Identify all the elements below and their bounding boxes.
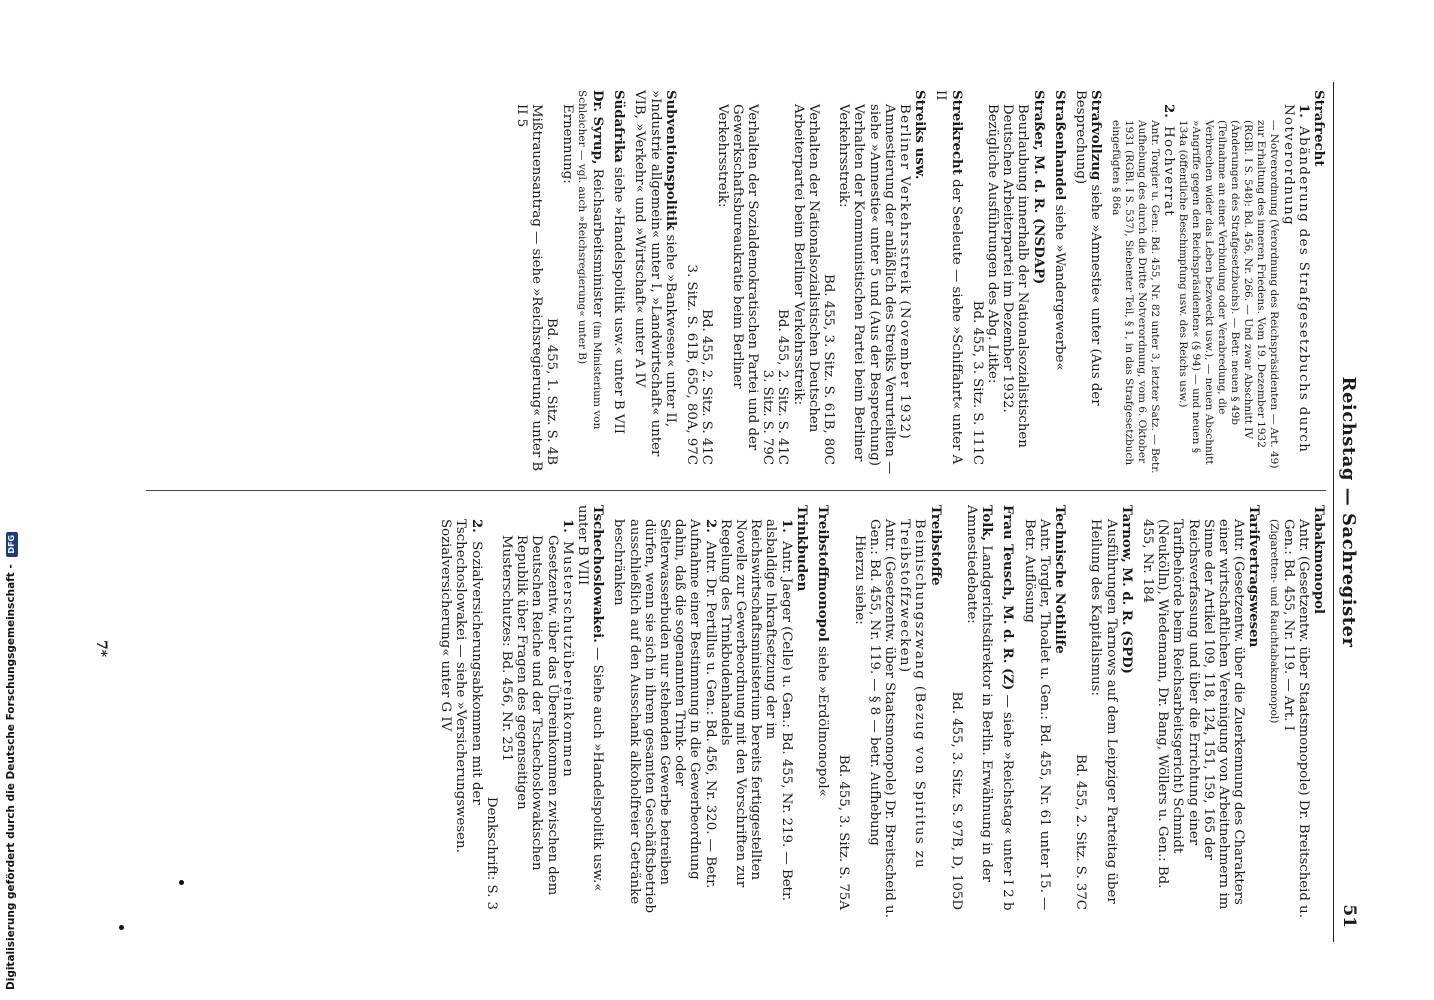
entry-text: Verhalten der Kommunistischen Partei beim Berliner Verkehrsstreik: — [836, 104, 867, 462]
entry-head: Frau Teusch, M. d. R. (Z) — [1000, 505, 1016, 691]
dfg-logo: DFG — [6, 532, 18, 557]
column-divider — [146, 490, 1326, 491]
entry-text: Beurlaubung innerhalb der Nationalsozialistischen Deutschen Arbeiterpartei im Dezember 1932. Bezügliche Ausführungen des Abg. Litke: — [984, 104, 1031, 448]
entry-head: Südafrika — [611, 90, 627, 163]
item-number: 1. — [778, 519, 794, 533]
entry-head: Trinkbuden — [793, 505, 809, 592]
print-dot — [179, 880, 184, 885]
entry-tarnow — [1073, 505, 1134, 920]
entry-streiks — [684, 90, 927, 475]
entry-text: siehe »Wandergewerbe« — [1051, 204, 1067, 371]
right-column — [432, 505, 1326, 920]
entry-text: Antr. (Gesetzentw. über Staatsmonopole) Dr. Breitscheid u. Gen.: Bd. 455, Nr. 119. — § 8 — betr. Aufhebung — [866, 519, 897, 918]
entry-head: Tarifvertragswesen — [1246, 505, 1262, 648]
item-text: Antr. Dr. Pertillus u. Gen.: Bd. 456, Nr. 320. — Betr. Aufnahme einer Bestimmung in die Gewerbeordnung dahin, daß die sogenannten Trink- oder Selterwasserbuden nur stehenden Gewerbe betreiben dürfen, wenn sie sich in ihrem gesamten Geschäftsbetrieb ausschließlich auf den Ausschank alkoholfreier Getränke beschränken — [611, 519, 718, 914]
item-title: Hochverrat — [1161, 126, 1177, 218]
entry-subtitle: Berliner Verkehrsstreik (November 1932) — [896, 104, 912, 441]
entry-text: der Seeleute — siehe »Schiffahrt« unter A II — [933, 90, 964, 465]
entry-text: siehe »Amnestie« unter (Aus der Besprechung) — [1072, 90, 1104, 406]
entry-strasser — [970, 90, 1046, 475]
entry-ref: Bd. 455, 2. Sitz. S. 41C — [699, 309, 715, 465]
entry-streikrecht — [933, 90, 963, 475]
entry-head: Strafvollzug — [1088, 90, 1104, 181]
entry-text: siehe »Handelspolitik usw.« unter B VII — [611, 167, 627, 435]
entry-note: (im Ministerium von Schleicher — vgl. auch »Reichsregierung« unter B) — [575, 90, 604, 430]
page-number: 51 — [1339, 904, 1359, 928]
entry-ref: Bd. 455, 2. Sitz. S. 41C — [775, 309, 791, 465]
entry-text: Antr. (Gesetzentw. über Staatsmonopole) Dr. Breitscheid u. Gen.: Bd. 455, Nr. 119. — Art. I — [1280, 519, 1311, 918]
item-title: Abänderung des Strafgesetzbuchs durch Notverordnung — [1280, 104, 1311, 454]
credit-text: Digitalisierung gefördert durch die Deutsche Forschungsgemeinschaft - — [5, 564, 17, 990]
header-title: Reichstag — Sachregister — [1338, 376, 1359, 648]
entry-ref: 3. Sitz. S. 61B, 65C, 80A, 97C — [684, 264, 700, 465]
footer-page-mark: 7* — [93, 640, 109, 658]
entry-ref: Bd. 455, 2. Sitz. S. 37C — [1073, 754, 1089, 910]
entry-tolk — [949, 505, 995, 920]
entry-head: Treibstoffe — [927, 505, 943, 586]
entry-syrup — [514, 90, 605, 475]
item-number: 2. — [468, 519, 484, 533]
entry-head: Technische Nothilfe — [1051, 505, 1067, 654]
item-text: Gesetzentw. über das Übereinkommen zwischen dem Deutschen Reiche und der Tschechoslowakischen Republik über Fragen des gegenseitigen Musterschutzes: Bd. 456, Nr. 251 — [499, 535, 560, 896]
item-text: Antr. Jaeger (Celle) u. Gen.: Bd. 455, Nr. 219. — Betr. alsbaldige Inkraftsetzung der im Reichswirtschaftsministerium bereits fertiggestellten Novelle zur Gewerbeordnung mit den Vorschriften zur Regelung des Trinkbudenhandels — [717, 519, 794, 902]
digitization-credit — [0, 0, 22, 1000]
entry-head: Tolk, — [979, 505, 995, 542]
item-number: 2. — [1161, 104, 1177, 118]
item-text: Sozialversicherungsabkommen mit der Tschechoslowakei — siehe »Versicherungswesen. Sozialversicherung« unter G IV — [438, 519, 484, 853]
item-number: 1. — [559, 519, 575, 533]
entry-tabakmonopol — [1267, 505, 1326, 920]
entry-subtitle: Beimischungszwang (Bezug von Spiritus zu Treibstoffzwecken) — [897, 519, 928, 870]
entry-text: Ausführungen Tarnows auf dem Leipziger Parteitag über Heilung des Kapitalismus: — [1088, 519, 1119, 904]
item-number: 1. — [1295, 104, 1311, 118]
entry-text: Antr. (Gesetzentw. über die Zuerkennung des Charakters einer wirtschaftlichen Vereinigung von Arbeitnehmern im Sinne der Artikel 109, 118, 124, 151, 159, 165 der Reichsverfassung und über die Errichtung einer Tarifbehörde beim Reichsarbeitsgericht) Schmidt (Neukölln), Wiedemann, Dr. Bang, Wöllers u. Gen.: Bd. 455, Nr. 184 — [1139, 519, 1247, 910]
entry-note: (Zigaretten- und Rauchtabakmonopol) — [1268, 519, 1281, 724]
entry-text: Verhalten der Sozialdemokratischen Partei und der Gewerkschaftsbureaukratie beim Berliner Verkehrsstreik: — [714, 104, 760, 451]
entry-text: Antr. Torgler, Thoalet u. Gen.: Bd. 455, Nr. 61 unter 15. — Betr. Auflösung — [1021, 519, 1052, 911]
entry-text: Hierzu siehe: — [851, 535, 867, 625]
entry-suedafrika — [611, 90, 626, 475]
left-column — [508, 90, 1326, 475]
entry-ref: Denkschrift: S. 3 — [483, 796, 499, 910]
entry-head: Streikrecht — [948, 90, 964, 175]
entry-ref: Bd. 455, 3. Sitz. S. 97B, D, 105D — [948, 691, 964, 910]
entry-tarifvertragswesen — [1140, 505, 1262, 920]
entry-technische-nothilfe — [1021, 505, 1067, 920]
entry-head: Straßer, M. d. R. (NSDAP) — [1030, 90, 1046, 285]
item-text: — Notverordnung (Verordnung des Reichspräsidenten — Art. 49) zur Erhaltung des inneren Friedens. Vom 19. Dezember 1932 (RGBl. I S. 548): Bd. 456, Nr. 266. — Und zwar Abschnitt IV (Änderungen des Strafgesetzbuchs). — Betr. neuen § 49b (Teilnahme an einer Verbindung oder Verabredung, die Verbrechen wider das Leben bezweckt usw.), — neuen Abschnitt »Angriffe gegen den Reichspräsidenten« (§ 94) — und neuen § 134a (öffentliche Beschimpfung usw. des Reichs usw.) — [1177, 120, 1281, 469]
entry-ref: Bd. 455, 3. Sitz. S. 75A — [836, 754, 852, 910]
entry-text: Mißtrauensantrag — siehe »Reichsregierung« unter B II 5 — [514, 104, 545, 472]
header-rule — [1333, 82, 1334, 942]
entry-ref: Bd. 455, 3. Sitz. S. 61B, 80C — [820, 274, 836, 465]
entry-text: siehe »Bankwesen« unter II, »Industrie allgemein« unter I, »Landwirtschaft« unter VIB, »Verkehr« und »Wirtschaft« unter A IV — [632, 90, 678, 457]
item-text: Antr. Torgler u. Gen.: Bd. 455, Nr. 82 unter 3, letzter Satz. — Betr. Aufhebung des durch die Dritte Notverordnung, vom 6. Oktober 1931 (RGBl. I S. 537), Siebenter Teil, § 1, in das Strafgesetzbuch eingefügten § 86a — [1110, 120, 1162, 474]
entry-subventionspolitik — [632, 90, 678, 475]
entry-head: Tarnow, M. d. R. (SPD) — [1118, 505, 1134, 674]
entry-ref: Bd. 455, 1. Sitz. S. 4B — [544, 318, 560, 465]
entry-text: Landgerichtsdirektor in Berlin. Erwähnung in der Amnestiedebatte: — [963, 505, 995, 883]
item-title: Musterschutzübereinkommen — [559, 541, 575, 779]
entry-trinkbuden — [611, 505, 809, 920]
entry-subtitle: Ernennung: — [559, 104, 575, 184]
entry-text: Amnestierung der anläßlich des Streiks Verurteilten — siehe »Amnestie« unter 5 und (Aus der Besprechung) — [866, 104, 897, 475]
entry-treibstoffe — [836, 505, 942, 920]
entry-text: — Siehe auch »Handelspolitik usw.« unter B VIII — [575, 505, 606, 892]
item-number: 2. — [702, 519, 718, 533]
page-header — [1335, 82, 1359, 942]
entry-text: Verhalten der Nationalsozialistischen Deutschen Arbeiterpartei beim Berliner Verkehrsstreik: — [790, 104, 821, 433]
entry-ref: 3. Sitz. S. 79C — [760, 369, 776, 465]
entry-text: Reichsarbeitsminister — [590, 168, 606, 317]
entry-strassenhandel — [1052, 90, 1067, 475]
entry-strafrecht — [1109, 90, 1326, 475]
entry-teusch — [1000, 505, 1015, 920]
entry-head: Straßenhandel — [1051, 90, 1067, 201]
entry-head: Tschechoslowakei. — [590, 505, 606, 643]
entry-head: Streiks usw. — [912, 90, 928, 180]
entry-head: Tabakmonopol — [1311, 505, 1326, 615]
entry-head: Treibstoffmonopol — [815, 505, 831, 642]
entry-strafvollzug — [1073, 90, 1103, 475]
entry-text: siehe »Erdölmonopol« — [815, 646, 831, 797]
print-dot — [119, 925, 124, 930]
entry-text: — siehe »Reichstag« unter I 2 b — [1000, 694, 1016, 911]
entry-head: Dr. Syrup, — [590, 90, 606, 165]
entry-tschechoslowakei — [438, 505, 605, 920]
entry-head: Subventionspolitik — [662, 90, 678, 231]
entry-treibstoffmonopol — [815, 505, 830, 920]
entry-ref: Bd. 455, 3. Sitz. S. 111C — [969, 300, 985, 465]
entry-head: Strafrecht — [1311, 90, 1326, 167]
